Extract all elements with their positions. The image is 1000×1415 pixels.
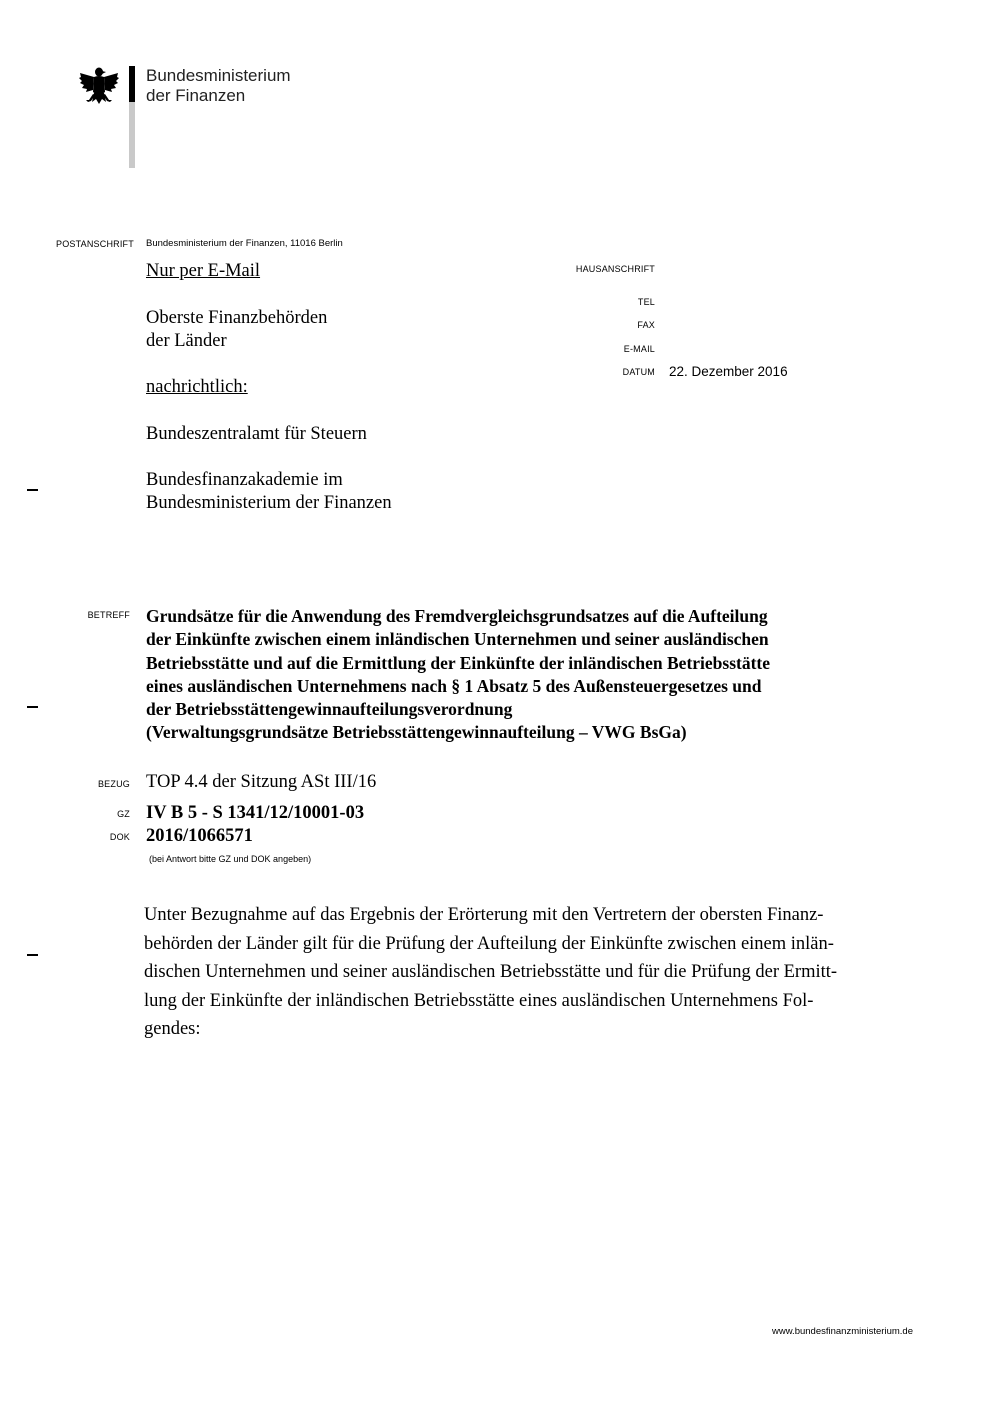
ministry-name-line1: Bundesministerium [146,66,291,85]
body-line: dischen Unternehmen und seiner ausländischen Betriebsstätte und für die Prüfung der Ermitt- [144,962,838,983]
cc-label: nachrichtlich: [146,377,248,397]
cc-recipient-2-line2: Bundesministerium der Finanzen [146,493,392,513]
subject-line: eines ausländischen Unternehmens nach § 1 Absatz 5 des Außensteuergesetzes und [146,675,762,696]
subject-line: Betriebsstätte und auf die Ermittlung der Einkünfte der inländischen Betriebsstätte [146,652,771,673]
bezug-label: BEZUG [97,779,130,789]
recipient-line2: der Länder [146,331,227,351]
body-paragraph [144,901,904,1044]
hausanschrift-label: HAUSANSCHRIFT [575,264,655,274]
subject-line: (Verwaltungsgrundsätze Betriebsstättengewinnaufteilung – VWG BsGa) [146,722,687,743]
ministry-name-line2: der Finanzen [146,86,246,105]
subject-text [146,605,886,745]
postal-address: Bundesministerium der Finanzen, 11016 Berlin [146,238,343,249]
cc-recipient-1: Bundeszentralamt für Steuern [146,424,367,444]
datum-label: DATUM [622,367,655,377]
body-line: lung der Einkünfte der inländischen Betriebsstätte eines ausländischen Unternehmens Fol- [144,990,814,1011]
subject-line: der Betriebsstättengewinnaufteilungsverordnung [146,699,513,720]
fold-mark-1 [27,489,38,491]
cc-recipient-2-line1: Bundesfinanzakademie im [146,470,343,490]
ministry-name [146,66,291,106]
body-line: Unter Bezugnahme auf das Ergebnis der Erörterung mit den Vertretern der obersten Finanz- [144,905,824,925]
federal-eagle-icon [78,64,120,110]
body-line: gendes: [144,1019,201,1040]
delivery-method: Nur per E-Mail [146,261,261,281]
betreff-label: BETREFF [87,610,130,620]
footer-url: www.bundesfinanzministerium.de [772,1326,913,1337]
gz-label: GZ [117,809,130,819]
subject-line: der Einkünfte zwischen einem inländischen Unternehmen und seiner ausländischen [146,629,769,650]
fold-mark-3 [27,954,38,956]
subject-line: Grundsätze für die Anwendung des Fremdvergleichsgrundsatzes auf die Aufteilung [146,606,768,626]
fold-mark-2 [27,706,38,708]
gz-value: IV B 5 - S 1341/12/10001-03 [146,803,365,823]
body-line: behörden der Länder gilt für die Prüfung der Aufteilung der Einkünfte zwischen einem inlän- [144,933,834,954]
datum-value: 22. Dezember 2016 [669,364,788,379]
dok-value: 2016/1066571 [146,826,253,846]
reference-hint: (bei Antwort bitte GZ und DOK angeben) [149,854,312,864]
fax-label: FAX [637,320,655,330]
logo-divider-top [129,66,135,102]
bezug-value: TOP 4.4 der Sitzung ASt III/16 [146,772,377,792]
recipient-line1: Oberste Finanzbehörden [146,308,328,328]
dok-label: DOK [109,832,130,842]
postal-label: POSTANSCHRIFT [56,239,134,249]
email-label: E-MAIL [623,344,655,354]
tel-label: TEL [637,297,655,307]
